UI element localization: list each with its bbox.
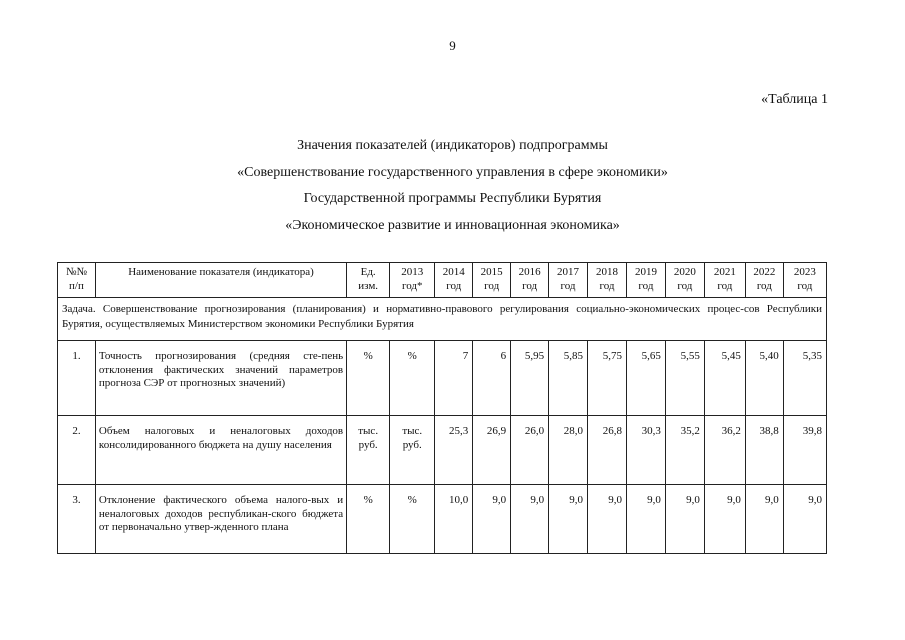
table-row <box>58 341 827 416</box>
row-number: 2. <box>58 416 96 485</box>
row-number: 1. <box>58 341 96 416</box>
value-cell: 5,65 <box>626 341 665 416</box>
indicator-name: Объем налоговых и неналоговых доходов консолидированного бюджета на душу населения <box>95 416 346 485</box>
value-cell: 6 <box>473 341 511 416</box>
title-line: «Совершенствование государственного управления в сфере экономики» <box>237 164 668 180</box>
header-year: 2013 год* <box>390 263 435 298</box>
unit-cell: % <box>347 341 390 416</box>
indicator-name: Отклонение фактического объема налого-вых и неналоговых доходов республикан-ского бюджета от первоначально утвер-жденного плана <box>95 485 346 554</box>
value-cell: 9,0 <box>783 485 826 554</box>
header-unit: Ед. изм. <box>347 263 390 298</box>
header-year: 2014 год <box>435 263 473 298</box>
value-cell: 5,95 <box>511 341 549 416</box>
value-cell: 5,75 <box>588 341 627 416</box>
header-year: 2015 год <box>473 263 511 298</box>
value-cell: 9,0 <box>665 485 704 554</box>
value-cell: 38,8 <box>745 416 783 485</box>
value-cell: 5,40 <box>745 341 783 416</box>
header-year: 2019 год <box>626 263 665 298</box>
value-cell: 5,55 <box>665 341 704 416</box>
document-title <box>0 136 905 242</box>
task-row <box>58 298 827 341</box>
value-cell: 9,0 <box>511 485 549 554</box>
value-cell: 26,8 <box>588 416 627 485</box>
value-cell: 30,3 <box>626 416 665 485</box>
title-line: «Экономическое развитие и инновационная экономика» <box>285 217 620 233</box>
header-year: 2016 год <box>511 263 549 298</box>
value-cell: 35,2 <box>665 416 704 485</box>
value-cell: 9,0 <box>549 485 588 554</box>
value-cell: 9,0 <box>745 485 783 554</box>
title-line: Государственной программы Республики Бурятия <box>303 191 602 206</box>
value-cell: 9,0 <box>473 485 511 554</box>
value-cell: 25,3 <box>435 416 473 485</box>
value-cell: тыс. руб. <box>390 416 435 485</box>
table-row <box>58 416 827 485</box>
header-num: №№ п/п <box>58 263 96 298</box>
table-row <box>58 485 827 554</box>
header-year: 2017 год <box>549 263 588 298</box>
value-cell: % <box>390 341 435 416</box>
value-cell: 26,0 <box>511 416 549 485</box>
value-cell: 5,35 <box>783 341 826 416</box>
task-cell: Задача. Совершенствование прогнозирования (планирования) и нормативно-правового регулирования социально-экономических процес-сов Республики Бурятия, осуществляемых Министерством экономики Республики Бурятия <box>58 298 827 341</box>
header-row <box>58 263 827 298</box>
value-cell: % <box>390 485 435 554</box>
page-number: 9 <box>449 38 456 53</box>
header-year: 2023 год <box>783 263 826 298</box>
header-year: 2021 год <box>704 263 745 298</box>
value-cell: 9,0 <box>626 485 665 554</box>
value-cell: 5,45 <box>704 341 745 416</box>
unit-cell: % <box>347 485 390 554</box>
table-reference: «Таблица 1 <box>761 92 828 107</box>
header-year: 2022 год <box>745 263 783 298</box>
value-cell: 5,85 <box>549 341 588 416</box>
header-name: Наименование показателя (индикатора) <box>95 263 346 298</box>
value-cell: 9,0 <box>704 485 745 554</box>
unit-cell: тыс. руб. <box>347 416 390 485</box>
value-cell: 36,2 <box>704 416 745 485</box>
header-year: 2020 год <box>665 263 704 298</box>
header-year: 2018 год <box>588 263 627 298</box>
value-cell: 39,8 <box>783 416 826 485</box>
indicator-name: Точность прогнозирования (средняя сте-пень отклонения фактических значений параметров прогноза СЭР от прогнозных значений) <box>95 341 346 416</box>
value-cell: 26,9 <box>473 416 511 485</box>
value-cell: 10,0 <box>435 485 473 554</box>
row-number: 3. <box>58 485 96 554</box>
indicators-table <box>57 262 827 554</box>
value-cell: 9,0 <box>588 485 627 554</box>
title-line: Значения показателей (индикаторов) подпрограммы <box>297 138 608 153</box>
value-cell: 7 <box>435 341 473 416</box>
value-cell: 28,0 <box>549 416 588 485</box>
